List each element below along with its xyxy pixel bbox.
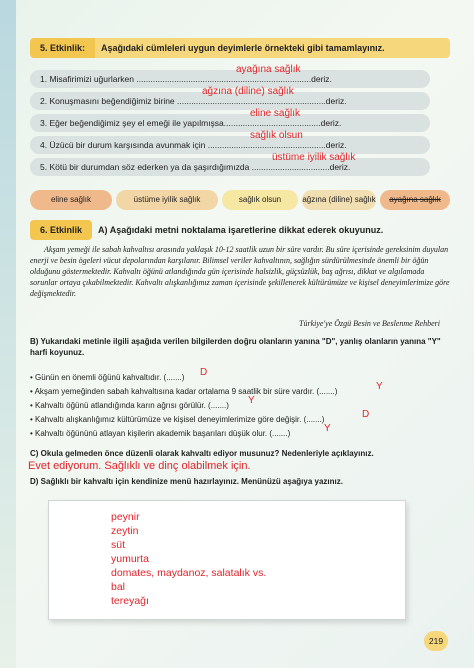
sentence-text: 1. Misafirimizi uğurlarken ..........................................................................deriz. [40, 74, 332, 84]
reading-paragraph: Akşam yemeği ile sabah kahvaltısı arasında yaklaşık 10-12 saatlik uzun bir süre vardır. Bu süre içerisinde gereksinim duyulan enerji ve besin ögeleri vücut depolarından karşılanır. Bilimsel veriler kahvaltının, sağlığın sürdürülmesinde önemli bir öğün olduğunu göstermektedir. Kahvaltı öğünü atlandığında gün içerisinde halsizlik, güçsüzlük, baş ağrısı, dikkat ve algılamada sorunlar ortaya çıkabilmektedir. Kahvaltı alışkanlığımız zaman içerisinde şekillenerek kültürümüze ve kişisel deneyimlerimize göre değişmektedir. [30, 245, 450, 298]
sentence-row [30, 158, 430, 176]
menu-box [48, 500, 406, 620]
answer-text: üstüme iyilik sağlık [272, 152, 356, 163]
exercise-6-number: 6. Etkinlik [30, 220, 92, 240]
idiom-chip: üstüme iyilik sağlık [116, 190, 218, 210]
idiom-chip: sağlık olsun [222, 190, 298, 210]
reading-source: Türkiye'ye Özgü Besin ve Beslenme Rehberi [299, 319, 440, 328]
statement-answer: Y [324, 423, 331, 434]
idiom-chip: ayağına sağlık [380, 190, 450, 210]
statement-answer: Y [376, 381, 383, 392]
exercise-5-header [30, 38, 450, 58]
exercise-6-header [30, 220, 450, 240]
exercise-5-instruction: Aşağıdaki cümleleri uygun deyimlerle örnekteki gibi tamamlayınız. [101, 43, 385, 53]
statement-answer: D [200, 367, 208, 378]
sentence-row [30, 136, 430, 154]
sentence-text: 2. Konuşmasını beğendiğimiz birine ...............................................................deriz. [40, 96, 347, 106]
exercise-6-d-instruction: D) Sağlıklı bir kahvaltı için kendinize menü hazırlayınız. Menünüzü aşağıya yazınız. [30, 477, 343, 486]
answer-text: sağlık olsun [250, 130, 303, 141]
exercise-6-c-answer: Evet ediyorum. Sağlıklı ve dinç olabilmek için. [28, 460, 251, 472]
exercise-6-c-question: C) Okula gelmeden önce düzenli olarak kahvaltı ediyor musunuz? Nedenleriyle açıklayınız. [30, 449, 374, 458]
sentence-text: 3. Eğer beğendiğimiz şey el emeği ile yapılmışsa.........................................deriz. [40, 118, 342, 128]
answer-text: eline sağlık [250, 108, 301, 119]
answer-text: ağzına (diline) sağlık [202, 86, 294, 97]
idiom-chip: ağzına (diline) sağlık [302, 190, 376, 210]
idiom-chips [30, 190, 450, 212]
menu-item: süt [111, 539, 126, 551]
page-number: 219 [424, 631, 448, 651]
answer-text: ayağına sağlık [236, 64, 301, 75]
statement-item: • Kahvaltı alışkanlığımız kültürümüze ve kişisel deneyimlerimize göre değişir. (.......) [30, 415, 325, 424]
idiom-chip: eline sağlık [30, 190, 112, 210]
statement-item: • Günün en önemli öğünü kahvaltıdır. (.......) [30, 373, 185, 382]
exercise-6-a-instruction: A) Aşağıdaki metni noktalama işaretlerine dikkat ederek okuyunuz. [98, 225, 384, 235]
menu-item: bal [111, 581, 126, 593]
statement-item: • Kahvaltı öğününü atlayan kişilerin akademik başarıları düşük olur. (.......) [30, 429, 291, 438]
menu-item: zeytin [111, 525, 139, 537]
exercise-6-b-instruction: B) Yukarıdaki metinle ilgili aşağıda verilen bilgilerden doğru olanların yanına "D", yanlış olanların yanına "Y" harfi koyunuz. [30, 337, 441, 357]
exercise-5-number: 5. Etkinlik: [30, 38, 95, 58]
statement-item: • Akşam yemeğinden sabah kahvaltısına kadar ortalama 9 saatlik bir süre vardır. (.......) [30, 387, 338, 396]
statement-answer: D [362, 409, 370, 420]
sentence-text: 4. Üzücü bir durum karşısında avunmak için ..................................................deriz. [40, 140, 347, 150]
menu-item: yumurta [111, 553, 149, 565]
sentence-text: 5. Kötü bir durumdan söz ederken ya da şaşırdığımızda .................................deriz. [40, 162, 351, 172]
statement-item: • Kahvaltı öğünü atlandığında karın ağrısı görülür. (.......) [30, 401, 229, 410]
menu-item: domates, maydanoz, salatalık vs. [111, 567, 267, 579]
statement-answer: Y [248, 395, 255, 406]
menu-item: peynir [111, 511, 140, 523]
sentence-row [30, 114, 430, 132]
page-edge-decoration [0, 0, 16, 668]
menu-item: tereyağı [111, 595, 149, 607]
